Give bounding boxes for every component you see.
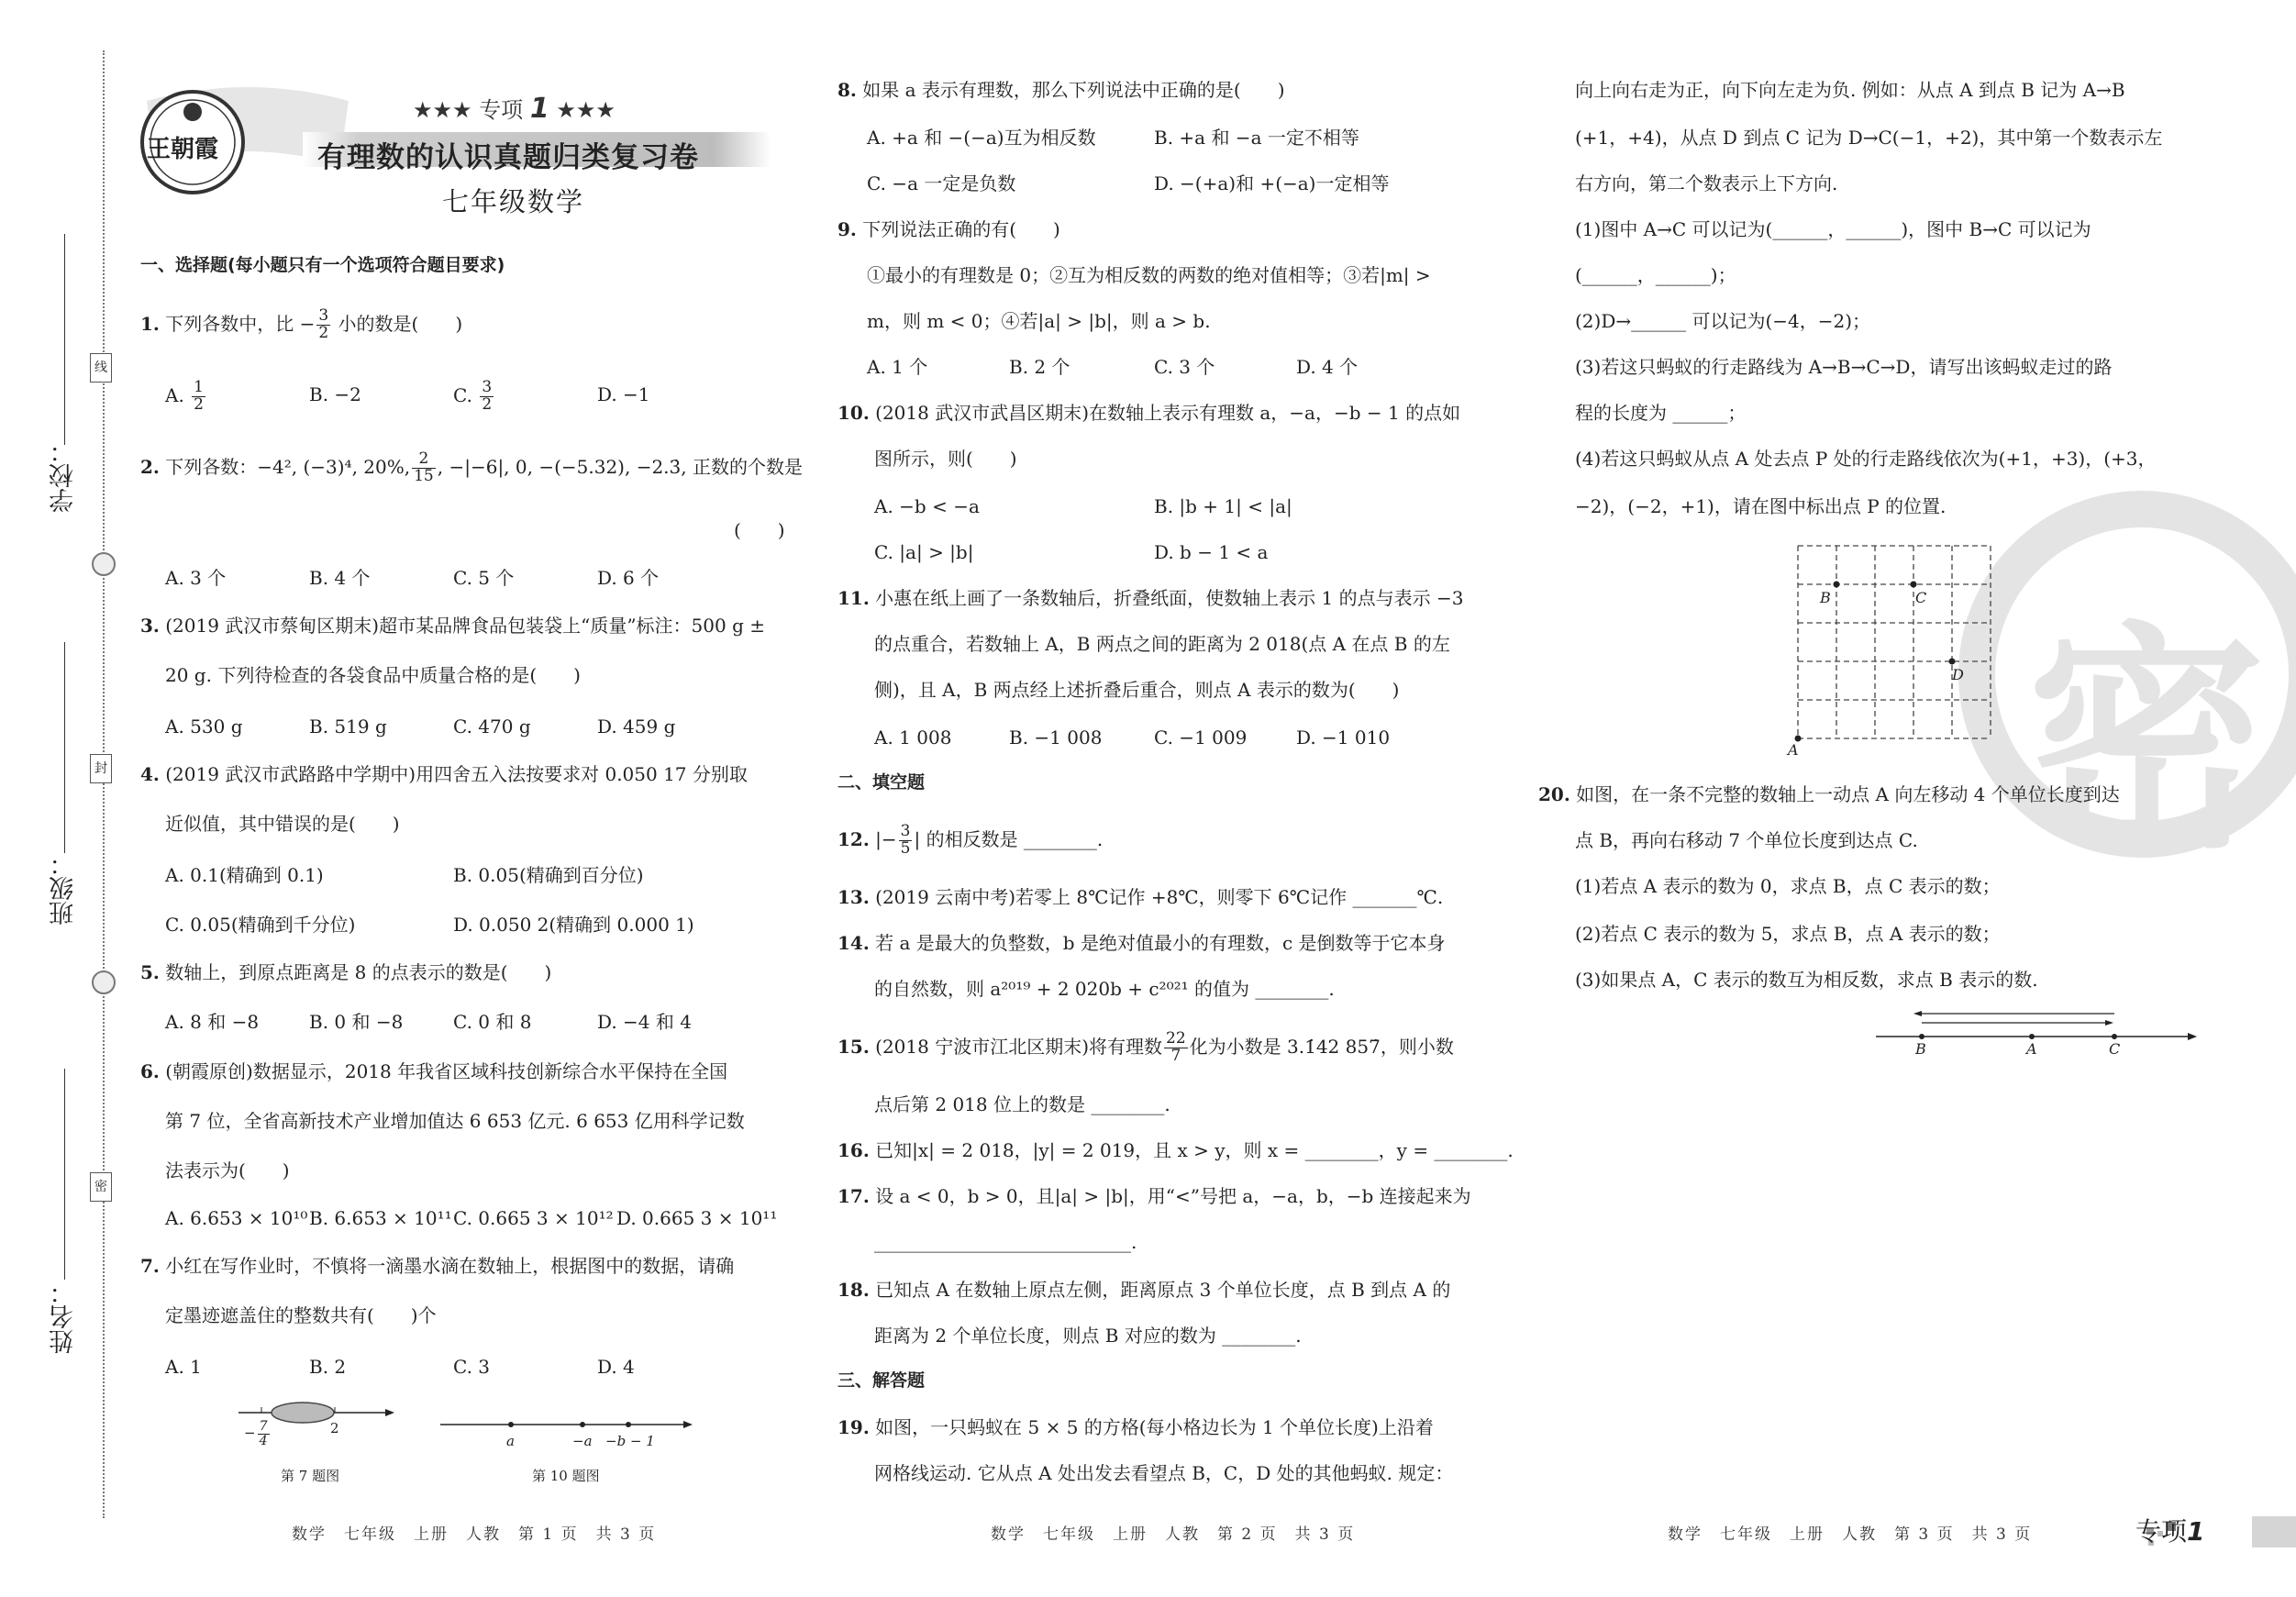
fig20-label-c: C xyxy=(2109,1040,2121,1058)
q10-option-a[interactable]: A. −b < −a xyxy=(874,495,980,517)
binding-dotted-line xyxy=(103,50,105,1518)
q1-option-d[interactable]: D. −1 xyxy=(597,383,650,405)
q10-option-d[interactable]: D. b − 1 < a xyxy=(1154,541,1269,563)
grid-label-b: B xyxy=(1820,589,1831,606)
fig10-a-label: a xyxy=(506,1433,515,1449)
q19-part-4-cont: −2)，(−2，+1)，请在图中标出点 P 的位置. xyxy=(1575,495,1947,517)
q1-option-a[interactable]: A. $\frac{1}{2}$ xyxy=(165,378,204,414)
binding-mark-mi: 密 xyxy=(90,1172,112,1202)
name-label: 姓名： xyxy=(50,1280,78,1354)
question-18-line2: 距离为 2 个单位长度，则点 B 对应的数为 ________. xyxy=(874,1325,1302,1347)
q19-part-2: (2)D→______ 可以记为(−4，−2)； xyxy=(1575,310,1871,332)
q11-option-d[interactable]: D. −1 010 xyxy=(1296,726,1391,749)
q19-text-line5: 右方向，第二个数表示上下方向. xyxy=(1575,172,1838,194)
question-11-line3: 侧)，且 A，B 两点经上述折叠后重合，则点 A 表示的数为( ) xyxy=(874,679,1400,701)
q8-option-c[interactable]: C. −a 一定是负数 xyxy=(867,172,1016,194)
footer-page-1: 数学 七年级 上册 人教 第 1 页 共 3 页 xyxy=(292,1525,657,1544)
q5-option-b[interactable]: B. 0 和 −8 xyxy=(309,1011,404,1033)
q2-option-b[interactable]: B. 4 个 xyxy=(309,567,371,589)
question-19: 19. 如图，一只蚂蚁在 5 × 5 的方格(每小格边长为 1 个单位长度)上沿着 xyxy=(837,1416,1434,1438)
q7-option-b[interactable]: B. 2 xyxy=(309,1356,347,1378)
grid-point-b xyxy=(1834,582,1840,588)
fig10-caption: 第 10 题图 xyxy=(532,1468,600,1484)
binding-knot-1 xyxy=(92,552,116,576)
q19-text-line3: 向上向右走为正，向下向左走为负. 例如：从点 A 到点 B 记为 A→B xyxy=(1575,79,2125,101)
q19-part-1-cont: (______，______)； xyxy=(1575,264,1736,286)
q3-option-a[interactable]: A. 530 g xyxy=(165,715,243,738)
class-field-line[interactable] xyxy=(64,642,65,853)
binding-mark-feng: 封 xyxy=(90,754,112,783)
question-4-line2: 近似值，其中错误的是( ) xyxy=(165,813,400,835)
badge-number: 1 xyxy=(529,93,549,125)
footer-page-2: 数学 七年级 上册 人教 第 2 页 共 3 页 xyxy=(991,1525,1356,1544)
question-7: 7. 小红在写作业时，不慎将一滴墨水滴在数轴上，根据图中的数据，请确 xyxy=(140,1255,735,1277)
question-10-line2: 图所示，则( ) xyxy=(874,448,1017,470)
question-20: 20. 如图，在一条不完整的数轴上一动点 A 向左移动 4 个单位长度到达 xyxy=(1538,783,2120,805)
header-badge xyxy=(413,92,616,125)
footer-page-3: 数学 七年级 上册 人教 第 3 页 共 3 页 xyxy=(1668,1525,2033,1544)
question-17: 17. 设 a < 0，b > 0，且|a| > |b|，用“<”号把 a，−a，b，−b 连接起来为 xyxy=(837,1185,1471,1207)
q2-option-d[interactable]: D. 6 个 xyxy=(597,567,660,589)
school-label: 学校： xyxy=(50,438,78,513)
badge-label: 专项 xyxy=(479,97,524,123)
section-choice: 一、选择题(每小题只有一个选项符合题目要求) xyxy=(140,255,505,275)
fig20-label-a: A xyxy=(2026,1040,2037,1058)
q1-option-b[interactable]: B. −2 xyxy=(309,383,361,405)
grid-label-d: D xyxy=(1952,666,1964,683)
question-15: 15. (2018 宁波市江北区期末)将有理数 $\frac{22}{7}$ 化为小数是 3.1̇42 857̇，则小数 xyxy=(837,1029,1454,1065)
question-6-line3: 法表示为( ) xyxy=(165,1159,290,1181)
q20-part-1: (1)若点 A 表示的数为 0，求点 B，点 C 表示的数； xyxy=(1575,875,2001,897)
ink-blot xyxy=(272,1403,334,1423)
grid-point-d xyxy=(1949,659,1956,665)
question-8: 8. 如果 a 表示有理数，那么下列说法中正确的是( ) xyxy=(837,79,1285,101)
q19-part-3-cont: 程的长度为 ______； xyxy=(1575,402,1747,424)
question-1: 1. 下列各数中，比 − $\frac{3}{2}$ 小的数是( ) xyxy=(140,306,463,342)
q7-option-c[interactable]: C. 3 xyxy=(453,1356,491,1378)
q9-option-a[interactable]: A. 1 个 xyxy=(867,356,928,378)
q3-option-c[interactable]: C. 470 g xyxy=(453,715,531,738)
question-7-line2: 定墨迹遮盖住的整数共有( )个 xyxy=(165,1304,437,1326)
question-9: 9. 下列说法正确的有( ) xyxy=(837,218,1060,240)
question-17-answer-blank[interactable]: ____________________________. xyxy=(874,1231,1137,1253)
q9-option-b[interactable]: B. 2 个 xyxy=(1009,356,1070,378)
q2-option-a[interactable]: A. 3 个 xyxy=(165,567,227,589)
q19-part-3: (3)若这只蚂蚁的行走路线为 A→B→C→D，请写出该蚂蚁走过的路 xyxy=(1575,356,2113,378)
question-2: 2. 下列各数：−4², (−3)⁴, 20%, $\frac{2}{15}$ , −|−6|, 0, −(−5.32), −2.3̇, 正数的个数是 xyxy=(140,449,803,485)
question-3-line2: 20 g. 下列待检查的各袋食品中质量合格的是( ) xyxy=(165,664,581,686)
q8-option-a[interactable]: A. +a 和 −(−a)互为相反数 xyxy=(867,127,1096,149)
question-6: 6. (朝霞原创)数据显示，2018 年我省区域科技创新综合水平保持在全国 xyxy=(140,1060,728,1082)
question-11: 11. 小惠在纸上画了一条数轴后，折叠纸面，使数轴上表示 1 的点与表示 −3 xyxy=(837,587,1464,609)
star-icon: ★★★ xyxy=(413,97,472,123)
q6-option-d[interactable]: D. 0.665 3 × 10¹¹ xyxy=(616,1207,778,1229)
binding-mark-xian: 线 xyxy=(90,353,112,383)
grid-label-a: A xyxy=(1788,741,1799,759)
q8-option-b[interactable]: B. +a 和 −a 一定不相等 xyxy=(1154,127,1359,149)
q3-option-d[interactable]: D. 459 g xyxy=(597,715,676,738)
fig10-neg-b-label: −b − 1 xyxy=(605,1433,655,1449)
watermark-stamp-char: 密 xyxy=(2027,604,2266,881)
fig7-caption: 第 7 题图 xyxy=(281,1468,340,1484)
q20-part-3: (3)如果点 A，C 表示的数互为相反数，求点 B 表示的数. xyxy=(1575,969,2038,991)
q6-option-c[interactable]: C. 0.665 3 × 10¹² xyxy=(453,1207,614,1229)
q19-part-4: (4)若这只蚂蚁从点 A 处去点 P 处的行走路线依次为(+1，+3)，(+3， xyxy=(1575,448,2157,470)
page-subtitle: 七年级数学 xyxy=(442,186,585,217)
question-19-line2: 网格线运动. 它从点 A 处出发去看望点 B，C，D 处的其他蚂蚁. 规定： xyxy=(874,1462,1454,1484)
question-11-line2: 的点重合，若数轴上 A，B 两点之间的距离为 2 018(点 A 在点 B 的左 xyxy=(874,633,1450,655)
q20-part-2: (2)若点 C 表示的数为 5，求点 B，点 A 表示的数； xyxy=(1575,923,2001,945)
fig20-label-b: B xyxy=(1915,1040,1926,1058)
q2-answer-paren[interactable]: ( ) xyxy=(734,519,785,541)
question-9-line3: m，则 m < 0；④若|a| > |b|，则 a > b. xyxy=(867,310,1211,332)
question-20-line2: 点 B，再向右移动 7 个单位长度到达点 C. xyxy=(1575,829,1918,851)
q2-option-c[interactable]: C. 5 个 xyxy=(453,567,515,589)
question-3: 3. (2019 武汉市蔡甸区期末)超市某品牌食品包装袋上“质量”标注：500 g ± xyxy=(140,615,766,637)
section-fill-in: 二、填空题 xyxy=(837,772,926,793)
name-field-line[interactable] xyxy=(64,1069,65,1280)
q6-option-a[interactable]: A. 6.653 × 10¹⁰ xyxy=(165,1207,308,1229)
q4-option-d[interactable]: D. 0.050 2(精确到 0.000 1) xyxy=(453,914,694,936)
q11-option-c[interactable]: C. −1 009 xyxy=(1154,726,1248,749)
q4-option-b[interactable]: B. 0.05(精确到百分位) xyxy=(453,864,644,886)
page-title: 有理数的认识真题归类复习卷 xyxy=(317,141,699,174)
q8-option-d[interactable]: D. −(+a)和 +(−a)一定相等 xyxy=(1154,172,1390,194)
question-15-line2: 点后第 2 018 位上的数是 ________. xyxy=(874,1093,1170,1115)
question-4: 4. (2019 武汉市武路路中学期中)用四舍五入法按要求对 0.050 17 分别取 xyxy=(140,763,748,785)
grid-label-c: C xyxy=(1915,589,1927,606)
q9-option-c[interactable]: C. 3 个 xyxy=(1154,356,1215,378)
question-14: 14. 若 a 是最大的负整数，b 是绝对值最小的有理数，c 是倒数等于它本身 xyxy=(837,932,1446,954)
ant-grid-figure[interactable] xyxy=(1793,541,2004,752)
q10-option-b[interactable]: B. |b + 1| < |a| xyxy=(1154,495,1292,517)
q19-part-1: (1)图中 A→C 可以记为(______，______)，图中 B→C 可以记为 xyxy=(1575,218,2091,240)
q5-option-d[interactable]: D. −4 和 4 xyxy=(597,1011,692,1033)
q4-option-c[interactable]: C. 0.05(精确到千分位) xyxy=(165,914,356,936)
q11-option-b[interactable]: B. −1 008 xyxy=(1009,726,1103,749)
q3-option-b[interactable]: B. 519 g xyxy=(309,715,387,738)
q19-text-line4: (+1，+4)，从点 D 到点 C 记为 D→C(−1，+2)，其中第一个数表示左 xyxy=(1575,127,2163,149)
q4-option-a[interactable]: A. 0.1(精确到 0.1) xyxy=(165,864,324,886)
q5-option-c[interactable]: C. 0 和 8 xyxy=(453,1011,532,1033)
question-6-line2: 第 7 位，全省高新技术产业增加值达 6 653 亿元. 6 653 亿用科学记数 xyxy=(165,1110,745,1132)
school-field-line[interactable] xyxy=(64,234,65,445)
corner-label: 专项1 xyxy=(2135,1516,2205,1547)
figure-10-number-line xyxy=(436,1411,702,1447)
q7-option-a[interactable]: A. 1 xyxy=(165,1356,202,1378)
fig7-right-label: 2 xyxy=(330,1420,339,1436)
question-18: 18. 已知点 A 在数轴上原点左侧，距离原点 3 个单位长度，点 B 到点 A 的 xyxy=(837,1279,1451,1301)
star-icon: ★★★ xyxy=(556,97,616,123)
q5-option-a[interactable]: A. 8 和 −8 xyxy=(165,1011,260,1033)
class-label: 班级： xyxy=(50,851,78,926)
question-5: 5. 数轴上，到原点距离是 8 的点表示的数是( ) xyxy=(140,961,552,983)
q11-option-a[interactable]: A. 1 008 xyxy=(874,726,952,749)
fig10-neg-a-label: −a xyxy=(572,1433,593,1449)
q7-option-d[interactable]: D. 4 xyxy=(597,1356,635,1378)
question-9-line2: ①最小的有理数是 0；②互为相反数的两数的绝对值相等；③若|m| > xyxy=(867,264,1431,286)
question-12: 12. |− $\frac{3}{5}$ | 的相反数是 ________. xyxy=(837,822,1104,858)
question-14-line2: 的自然数，则 a²⁰¹⁹ + 2 020b + c²⁰²¹ 的值为 ________. xyxy=(874,978,1335,1000)
grid-point-c xyxy=(1911,582,1917,588)
q10-option-c[interactable]: C. |a| > |b| xyxy=(874,541,974,563)
question-16: 16. 已知|x| = 2 018，|y| = 2 019，且 x > y，则 x = ________，y = ________. xyxy=(837,1139,1514,1161)
q6-option-b[interactable]: B. 6.653 × 10¹¹ xyxy=(309,1207,452,1229)
section-answer: 三、解答题 xyxy=(837,1370,926,1391)
logo-text: 王朝霞 xyxy=(147,136,219,163)
binding-knot-2 xyxy=(92,970,116,994)
fig7-left-label: − $\frac{7}{4}$ xyxy=(244,1419,268,1448)
question-10: 10. (2018 武汉市武昌区期末)在数轴上表示有理数 a，−a，−b − 1 的点如 xyxy=(837,402,1461,424)
question-13: 13. (2019 云南中考)若零上 8℃记作 +8℃，则零下 6℃记作 _______℃. xyxy=(837,886,1444,908)
q1-option-c[interactable]: C. $\frac{3}{2}$ xyxy=(453,378,493,414)
q9-option-d[interactable]: D. 4 个 xyxy=(1296,356,1359,378)
